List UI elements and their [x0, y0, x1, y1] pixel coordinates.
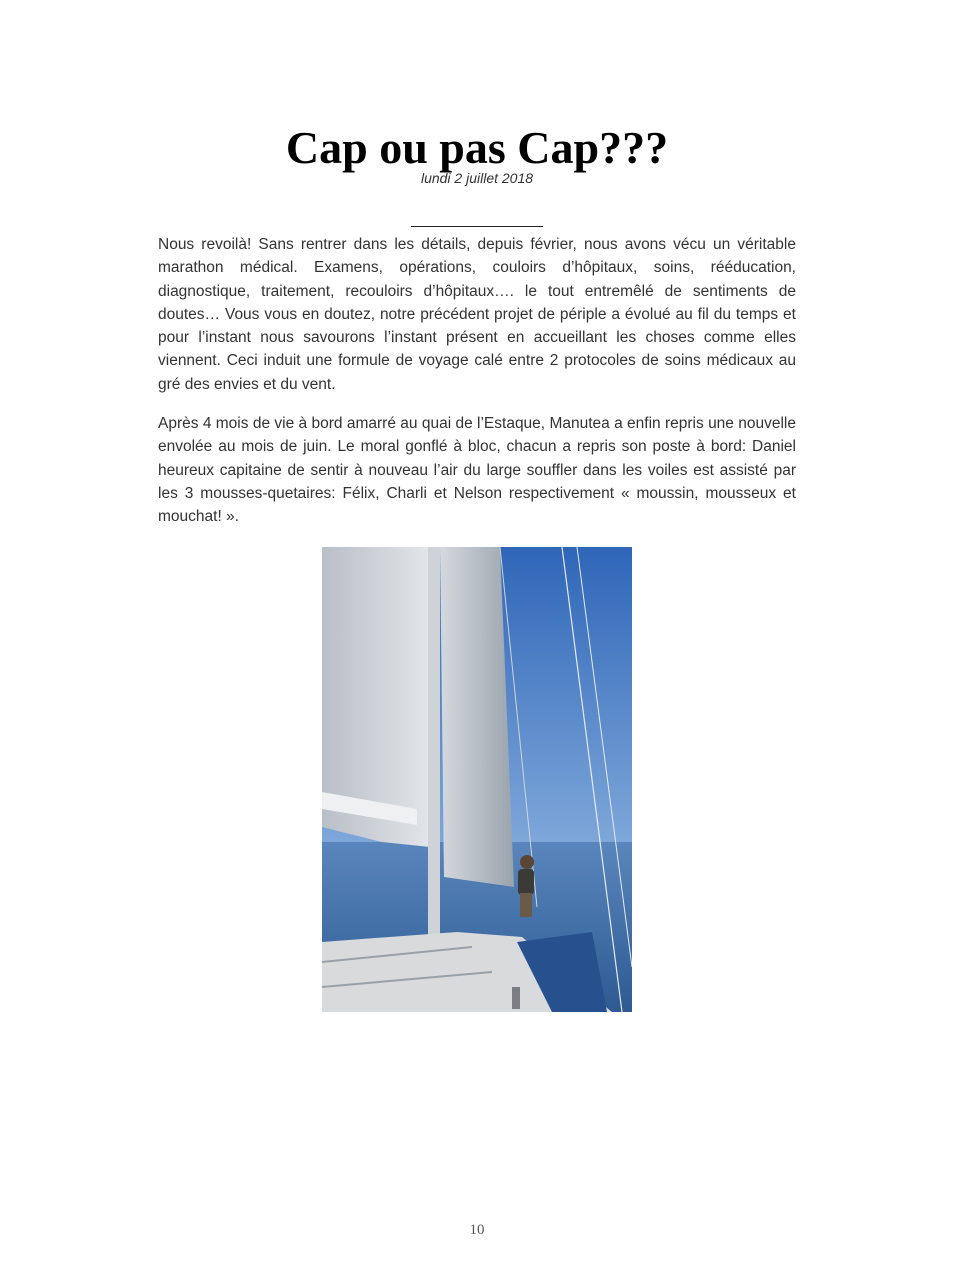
sailboat-photo	[322, 547, 632, 1012]
paragraph-1: Nous revoilà! Sans rentrer dans les détails, depuis février, nous avons vécu un véritable marathon médical. Examens, opérations, couloirs d’hôpitaux, soins, rééducation, diagnostique, traitement, recouloirs d’hôpitaux…. le tout entremêlé de sentiments de doutes… Vous vous en doutez, notre précédent projet de périple a évolué au fil du temps et pour l’instant nous savourons l’instant présent en accueillant les choses comme elles viennent. Ceci induit une formule de voyage calé entre 2 protocoles de soins médicaux au gré des envies et du vent.	[158, 236, 796, 393]
sailor-head	[520, 855, 534, 869]
article-date: lundi 2 juillet 2018	[420, 170, 534, 186]
title-divider	[411, 226, 543, 227]
article-title: Cap ou pas Cap???	[285, 122, 669, 173]
paragraph-2: Après 4 mois de vie à bord amarré au quai de l’Estaque, Manutea a enfin repris une nouvelle envolée au mois de juin. Le moral gonflé à bloc, chacun a repris son poste à bord: Daniel heureux capitaine de sentir à nouveau l’air du large souffler dans les voiles est assisté par les 3 mousses-quetaires: Félix, Charli et Nelson respectivement « moussin, mousseux et mouchat! ».	[158, 415, 796, 526]
sailor-body	[518, 869, 534, 895]
mast	[428, 547, 440, 947]
sailor-legs	[520, 893, 532, 917]
winch	[512, 987, 520, 1009]
page-number: 10	[469, 1222, 485, 1238]
